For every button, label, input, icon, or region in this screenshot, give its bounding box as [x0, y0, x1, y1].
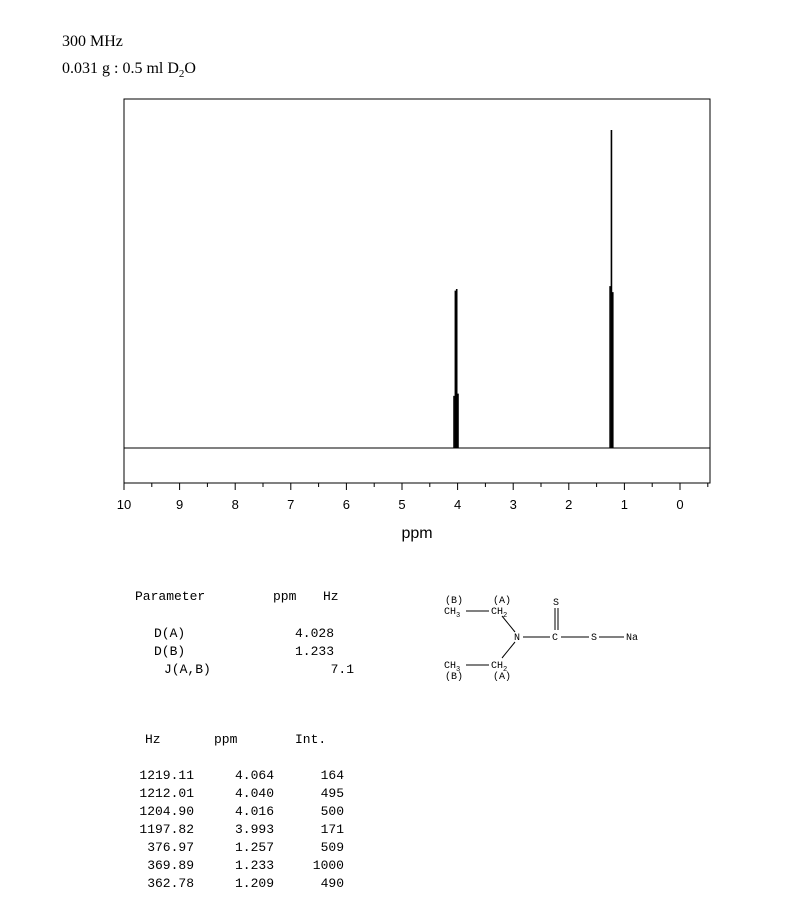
- x-axis-label: ppm: [401, 525, 433, 542]
- param-value-db: 1.233: [294, 644, 334, 659]
- peak-table-header-ppm: ppm: [214, 732, 238, 747]
- peak-int-cell: 1000: [312, 858, 344, 873]
- label-b-bot: (B): [445, 672, 464, 683]
- peak-hz-cell: 1197.82: [139, 822, 194, 837]
- atom-c: C: [552, 633, 559, 644]
- peak-ppm-cell: 1.233: [234, 858, 274, 873]
- x-tick-label: 1: [620, 497, 629, 512]
- atom-na: Na: [626, 633, 639, 644]
- peak-lines: [454, 130, 613, 448]
- plot-frame: [124, 99, 710, 483]
- x-tick-label: 9: [175, 497, 184, 512]
- ch3-bot: $CH_3$: [444, 661, 461, 674]
- bond-ch2-n-bot: [502, 642, 515, 658]
- param-label-db: D(B): [154, 644, 186, 659]
- peak-hz-cell: 362.78: [147, 876, 194, 891]
- atom-s-top: S: [553, 598, 560, 609]
- sample-suffix: O: [184, 60, 196, 77]
- peak-ppm-cell: 4.064: [234, 768, 274, 783]
- peak-table-header-int: Int.: [295, 732, 327, 747]
- atom-n: N: [514, 633, 521, 644]
- ch2-top: $CH_2$: [491, 607, 508, 620]
- atom-s-right: S: [591, 633, 598, 644]
- peak-hz-cell: 1204.90: [139, 804, 194, 819]
- param-value-jab: 7.1: [330, 662, 354, 677]
- peak-int-cell: 495: [320, 786, 344, 801]
- x-tick-label: 6: [342, 497, 351, 512]
- ch2-bot: $CH_2$: [491, 661, 508, 674]
- sample-subscript: 2: [178, 68, 185, 81]
- x-tick-label: 4: [453, 497, 462, 512]
- peak-ppm-cell: 1.257: [234, 840, 274, 855]
- peak-hz-cell: 1219.11: [139, 768, 194, 783]
- peak-int-cell: 164: [320, 768, 344, 783]
- peak-int-cell: 500: [320, 804, 344, 819]
- peak-hz-cell: 369.89: [147, 858, 194, 873]
- x-tick-label: 2: [565, 497, 573, 512]
- molecule-structure: [430, 590, 660, 685]
- param-label-da: D(A): [154, 626, 186, 641]
- param-label-jab: J(A,B): [164, 662, 211, 677]
- peak-int-cell: 490: [320, 876, 344, 891]
- peak-ppm-cell: 4.040: [234, 786, 274, 801]
- peak-hz-cell: 376.97: [147, 840, 194, 855]
- bond-ch2-n-top: [502, 616, 515, 632]
- peak-hz-cell: 1212.01: [139, 786, 194, 801]
- param-value-da: 4.028: [294, 626, 334, 641]
- ch3-top: $CH_3$: [444, 607, 461, 620]
- param-header-hz: Hz: [323, 589, 339, 604]
- peak-int-cell: 509: [320, 840, 344, 855]
- x-tick-label: 0: [676, 497, 684, 512]
- x-tick-label: 10: [116, 497, 132, 512]
- x-tick-label: 5: [398, 497, 406, 512]
- x-axis-ticks: [117, 483, 708, 512]
- label-a-bot: (A): [493, 672, 512, 683]
- peak-int-cell: 171: [320, 822, 344, 837]
- label-a-top: (A): [493, 596, 512, 607]
- x-tick-label: 3: [509, 497, 517, 512]
- x-tick-label: 7: [287, 497, 295, 512]
- x-tick-label: 8: [231, 497, 239, 512]
- frequency-label: 300 MHz: [62, 33, 123, 50]
- sample-prefix: 0.031 g : 0.5 ml D: [62, 60, 179, 77]
- label-b-top: (B): [445, 596, 464, 607]
- peak-ppm-cell: 4.016: [234, 804, 274, 819]
- peak-ppm-cell: 1.209: [234, 876, 274, 891]
- param-header-param: Parameter: [135, 589, 206, 604]
- peak-ppm-cell: 3.993: [234, 822, 274, 837]
- peak-table-header-hz: Hz: [145, 732, 161, 747]
- param-header-ppm: ppm: [273, 589, 297, 604]
